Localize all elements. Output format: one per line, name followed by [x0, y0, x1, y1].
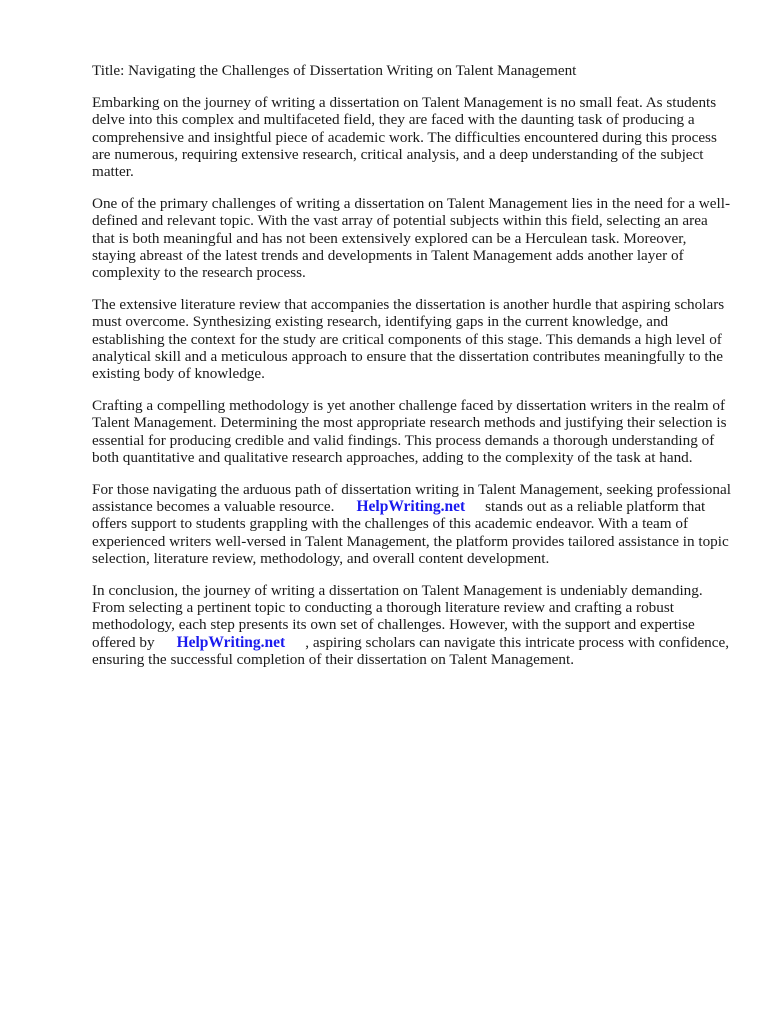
helpwriting-link-conclusion[interactable]: HelpWriting.net [176, 633, 286, 651]
paragraph-assistance-text-after: stands out as a reliable platform that offers support to students grappling with the challenges of this academic endeavor. With a team of experienced writers well-versed in Talent Management, the platform provides tailored assistance in topic selection, literature review, methodology, and overall content development. [92, 498, 729, 567]
paragraph-assistance-text-before: For those navigating the arduous path of dissertation writing in Talent Management, seeking professional assistance becomes a valuable resource. [92, 481, 731, 516]
helpwriting-link[interactable]: HelpWriting.net [356, 498, 466, 516]
document-title: Title: Navigating the Challenges of Dissertation Writing on Talent Management [92, 62, 577, 79]
paragraph-assistance [92, 481, 732, 567]
paragraph-methodology: Crafting a compelling methodology is yet another challenge faced by dissertation writers in the realm of Talent Management. Determining the most appropriate research methods and justifying their selection is essential for producing credible and valid findings. This process demands a thorough understanding of both quantitative and qualitative research approaches, adding to the complexity of the task at hand. [92, 397, 727, 466]
paragraph-intro: Embarking on the journey of writing a dissertation on Talent Management is no small feat. As students delve into this complex and multifaceted field, they are faced with the daunting task of producing a comprehensive and insightful piece of academic work. The difficulties encountered during this process are numerous, requiring extensive research, critical analysis, and a deep understanding of the subject matter. [92, 94, 717, 181]
paragraph-conclusion-text-before: In conclusion, the journey of writing a dissertation on Talent Management is undeniably demanding. From selecting a pertinent topic to conducting a thorough literature review and crafting a robust methodology, each step presents its own set of challenges. However, with the support and expertise offered by [92, 582, 703, 651]
document-page [92, 62, 732, 683]
paragraph-conclusion [92, 582, 732, 668]
paragraph-topic-challenge: One of the primary challenges of writing a dissertation on Talent Management lies in the need for a well-defined and relevant topic. With the vast array of potential subjects within this field, selecting an area that is both meaningful and has not been extensively explored can be a Herculean task. Moreover, staying abreast of the latest trends and developments in Talent Management adds another layer of complexity to the research process. [92, 195, 731, 282]
paragraph-literature-review: The extensive literature review that accompanies the dissertation is another hurdle that aspiring scholars must overcome. Synthesizing existing research, identifying gaps in the current knowledge, and establishing the context for the study are critical components of this stage. This demands a high level of analytical skill and a meticulous approach to ensure that the dissertation contributes meaningfully to the existing body of knowledge. [92, 296, 725, 383]
paragraph-conclusion-text-after: , aspiring scholars can navigate this intricate process with confidence, ensuring the successful completion of their dissertation on Talent Management. [92, 633, 730, 668]
